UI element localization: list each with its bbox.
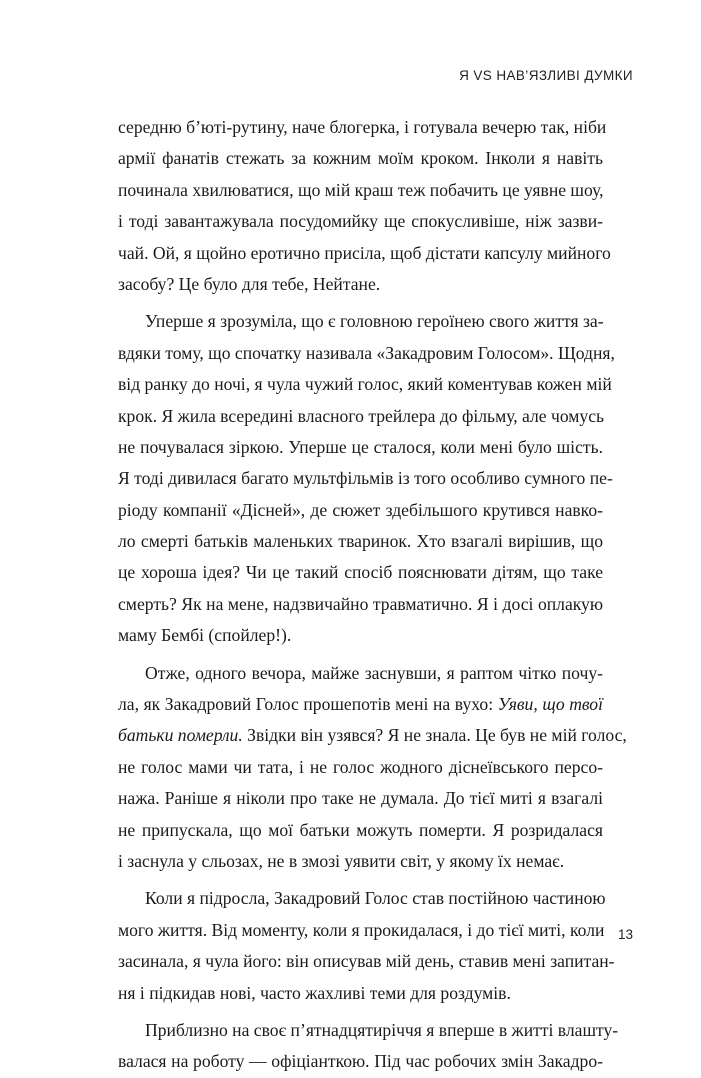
text-line: не почувалася зіркою. Уперше це сталося, коли мені було шість.	[118, 436, 603, 457]
text-line: нажа. Раніше я ніколи про таке не думала. До тієї миті я взагалі	[118, 788, 603, 809]
text-line: засобу? Це було для тебе, Нейтане.	[118, 273, 381, 294]
text-line: від ранку до ночі, я чула чужий голос, який коментував кожен мій	[118, 374, 612, 395]
text-line: Отже, одного вечора, майже заснувши, я раптом чітко почу-	[145, 662, 603, 683]
text-line: Приблизно на своє п’ятнадцятиріччя я вперше в житті влашту-	[145, 1019, 619, 1040]
text-line: починала хвилюватися, що мій краш теж побачить це уявне шоу,	[118, 179, 604, 200]
text-line: не голос мами чи тата, і не голос жодного діснеївського персо-	[118, 756, 603, 777]
text-line: і тоді завантажувала посудомийку ще спокусливіше, ніж зазви-	[118, 211, 603, 232]
text-line: чай. Ой, я щойно еротично присіла, щоб дістати капсулу мийного	[118, 242, 611, 263]
paragraph	[118, 883, 615, 1009]
text-line: і заснула у сльозах, не в змозі уявити світ, у якому їх немає.	[118, 850, 565, 871]
text-line: середню б’юті-рутину, наче блогерка, і готувала вечерю так, ніби	[118, 117, 607, 137]
text-line: це хороша ідея? Чи це такий спосіб пояснювати дітям, що таке	[118, 562, 603, 583]
text-line: ня і підкидав нові, часто жахливі теми для роздумів.	[118, 982, 511, 1003]
text-fragment: Звідки він узявся? Я не знала. Це був не мій голос,	[247, 725, 627, 746]
page-number: 13	[617, 927, 633, 942]
text-line: не припускала, що мої батьки можуть померти. Я розридалася	[118, 819, 603, 840]
text-line: Я тоді дивилася багато мультфільмів із того особливо сумного пе-	[118, 468, 613, 489]
text-line: крок. Я жила всередині власного трейлера до фільму, але чомусь	[118, 405, 605, 426]
text-line: Уперше я зрозуміла, що є головною героїнею свого життя за-	[145, 311, 604, 332]
text-line: мого життя. Від моменту, коли я прокидалася, і до тієї миті, коли	[118, 919, 605, 940]
text-line: ріоду компанії «Дісней», де сюжет здебільшого крутився навко-	[118, 499, 603, 520]
text-line: засинала, я чула його: він описував мій день, ставив мені запитан-	[118, 951, 615, 972]
text-line: смерть? Як на мене, надзвичайно травматично. Я і досі оплакую	[118, 593, 603, 614]
text-line	[118, 689, 603, 720]
text-line: ло смерті батьків маленьких тваринок. Хто взагалі вирішив, що	[118, 531, 603, 552]
paragraph	[118, 658, 627, 878]
italic-quote: Уяви, що твої	[497, 694, 603, 715]
text-line	[118, 720, 627, 751]
text-line: Коли я підросла, Закадровий Голос став постійною частиною	[145, 888, 606, 909]
paragraph	[118, 112, 611, 300]
text-line: вдяки тому, що спочатку називала «Закадровим Голосом». Щодня,	[118, 342, 615, 363]
text-line: армії фанатів стежать за кожним моїм кроком. Інколи я навіть	[118, 148, 603, 169]
text-fragment: ла, як Закадровий Голос прошепотів мені на вухо:	[118, 694, 494, 715]
italic-quote: батьки померли.	[118, 725, 243, 746]
text-line: маму Бембі (спойлер!).	[118, 625, 292, 646]
text-line: валася на роботу — офіціанткою. Під час робочих змін Закадро-	[118, 1051, 603, 1072]
running-head: Я VS НАВ’ЯЗЛИВІ ДУМКИ	[459, 68, 633, 83]
paragraph	[118, 1015, 619, 1078]
paragraph	[118, 306, 615, 651]
